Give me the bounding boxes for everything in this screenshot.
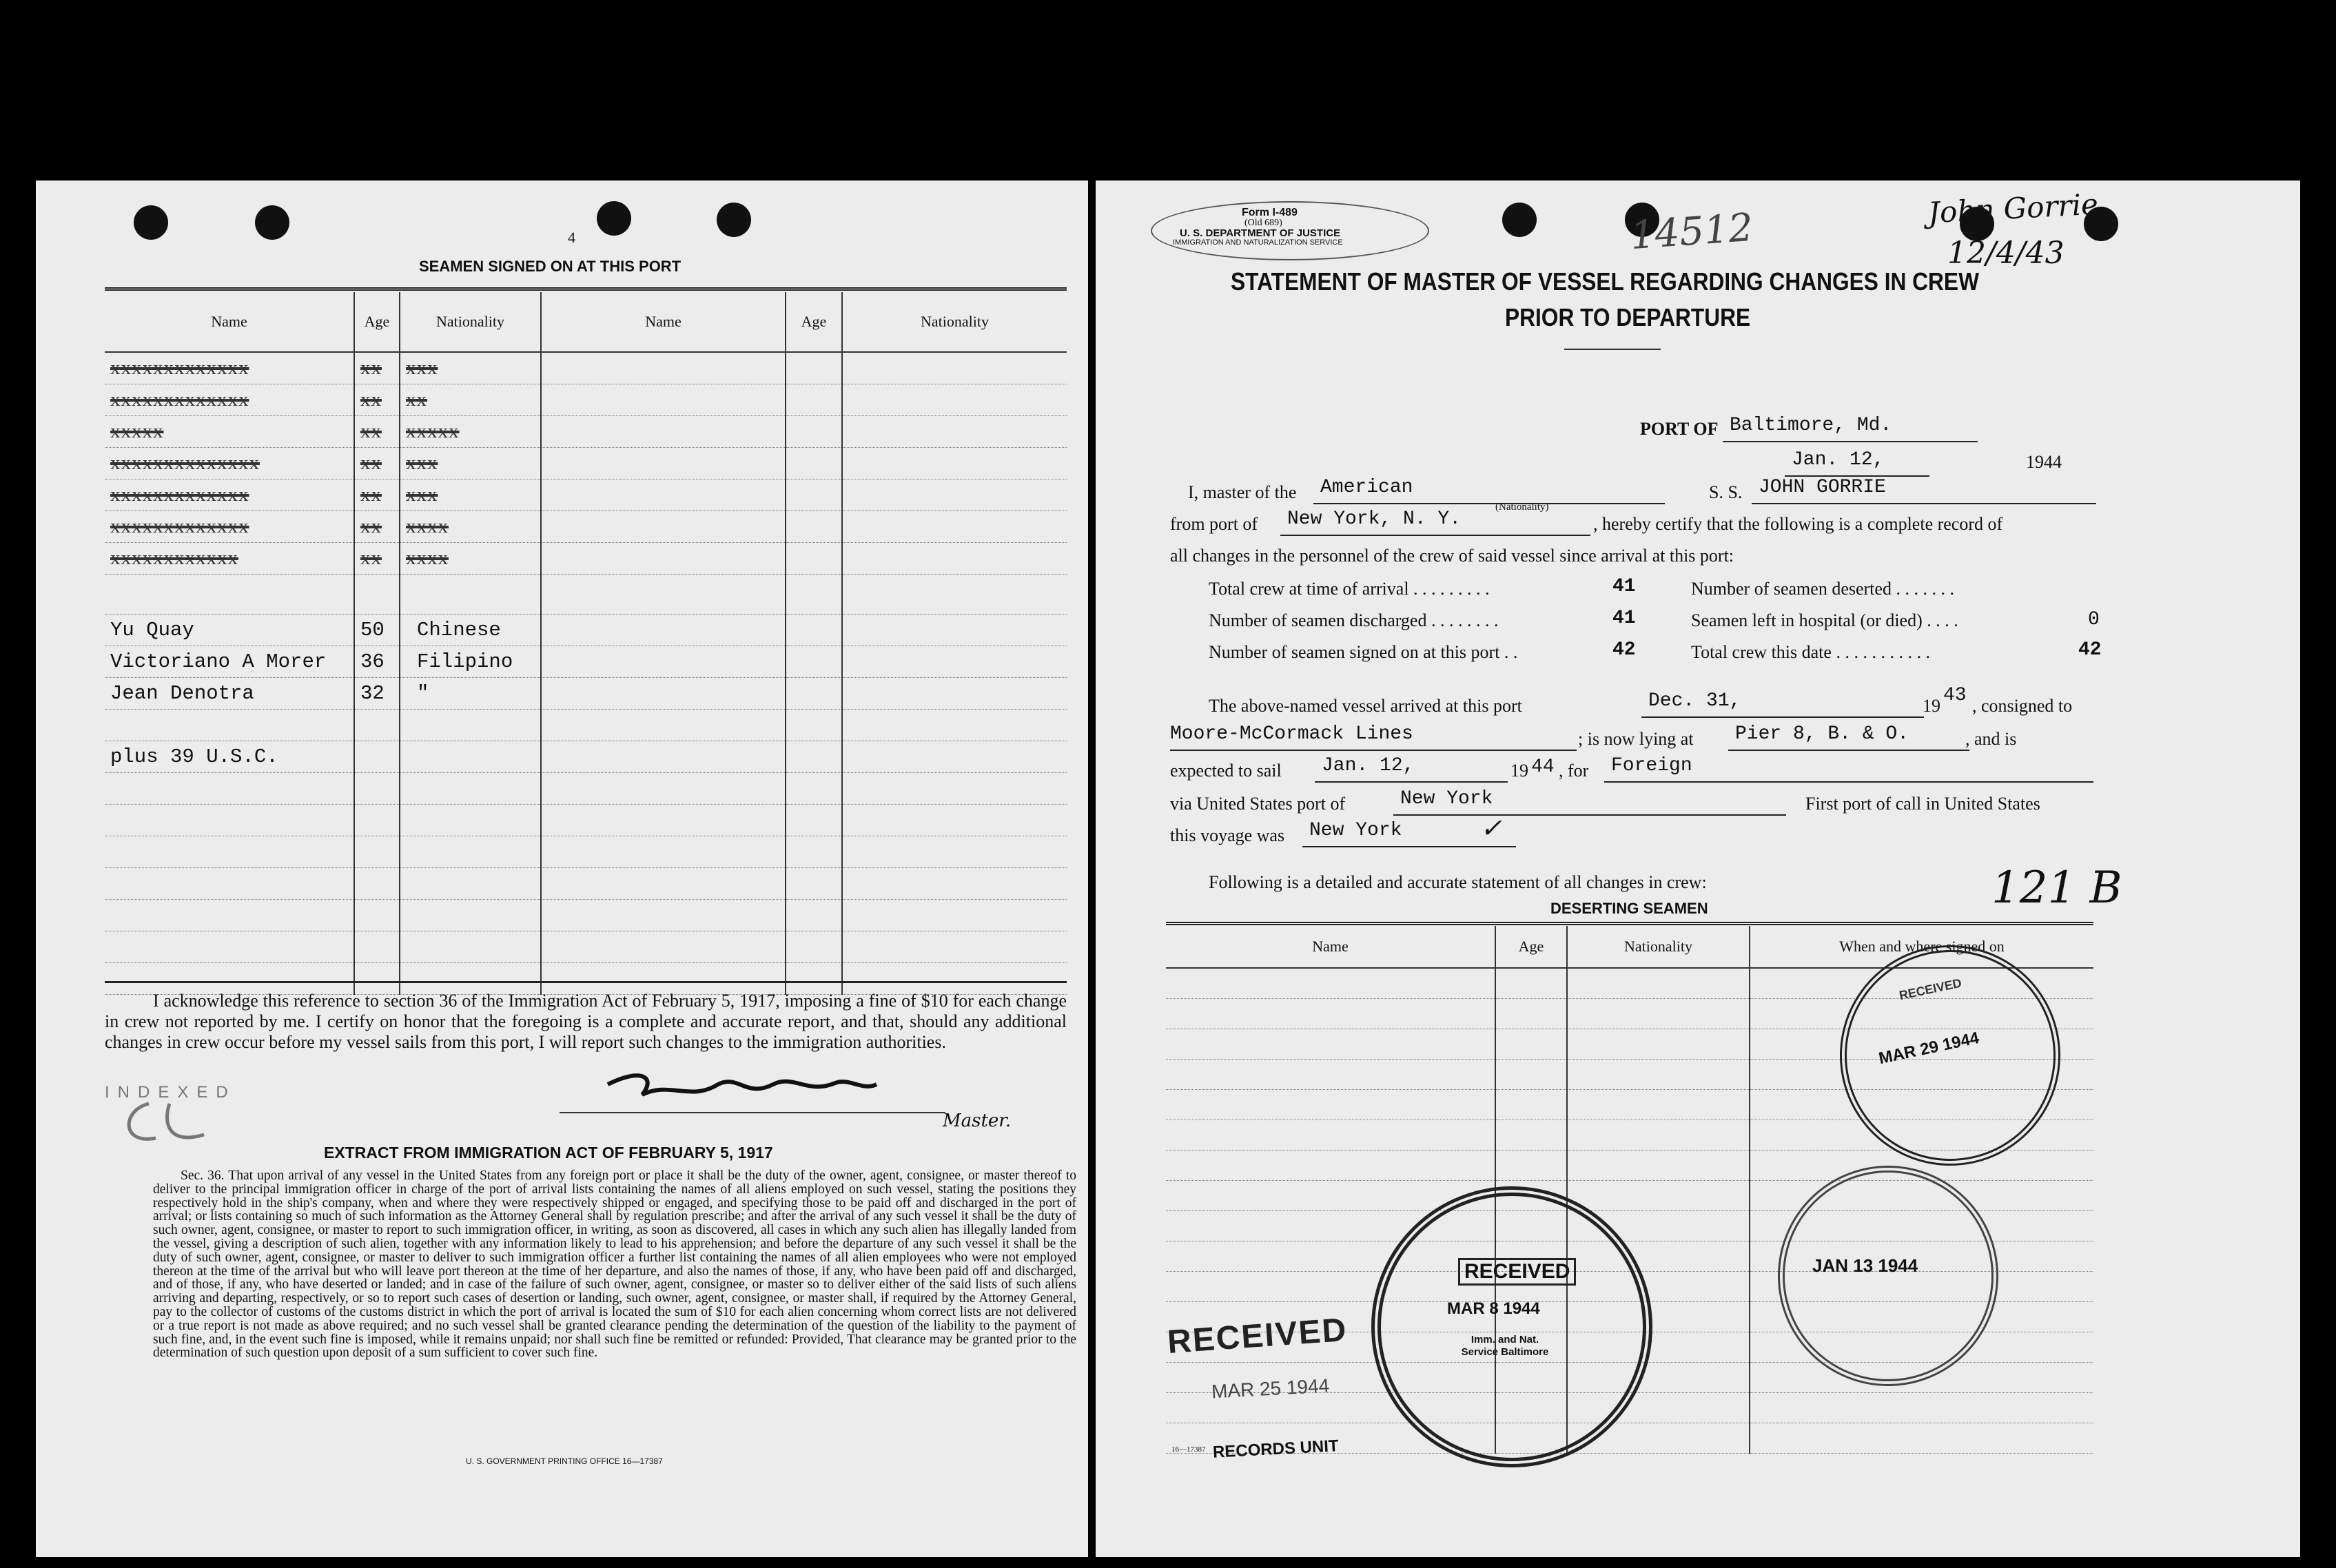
indexed-stamp: INDEXED [105, 1083, 236, 1102]
column-header-name: Name [541, 292, 786, 352]
crew-nationality-cell: xxx [400, 479, 541, 511]
table-row [105, 900, 1067, 931]
crew-age-cell: xx [354, 543, 400, 575]
consignee-value: Moore-McCormack Lines [1170, 723, 1577, 751]
check-mark: ✓ [1480, 813, 1502, 843]
table-bottom-rule [105, 981, 1067, 983]
printing-office: U. S. GOVERNMENT PRINTING OFFICE 16—17387 [466, 1456, 663, 1466]
first-port-label: First port of call in United States [1805, 794, 2040, 814]
column-header-name: Name [1166, 926, 1495, 968]
stamp-3-date: JAN 13 1944 [1812, 1255, 1918, 1276]
punch-hole [717, 203, 751, 237]
following-text: Following is a detailed and accurate statement of all changes in crew: [1209, 872, 1707, 892]
nationality-value: American [1313, 477, 1665, 504]
crew-nationality-cell [842, 448, 1067, 479]
punch-hole [1502, 203, 1537, 237]
table-row [105, 416, 1067, 448]
crew-nationality-cell [400, 710, 541, 741]
department-name: U. S. DEPARTMENT OF JUSTICE [1180, 227, 1341, 239]
crew-age-cell: 36 [354, 646, 400, 678]
crew-age-cell: 50 [354, 615, 400, 646]
crew-age-cell [786, 575, 842, 615]
crew-age-cell [786, 646, 842, 678]
deserter-nationality-cell [1567, 968, 1750, 999]
records-unit-stamp: RECORDS UNIT [1212, 1436, 1340, 1462]
discharged-value: 41 [1612, 608, 1636, 629]
crew-age-cell [786, 741, 842, 773]
crew-nationality-cell [400, 805, 541, 836]
crew-age-cell [786, 805, 842, 836]
received-big-stamp: RECEIVED [1166, 1311, 1349, 1361]
table-row [105, 615, 1067, 646]
crew-age-cell [786, 836, 842, 868]
crew-nationality-cell: xxxx [400, 543, 541, 575]
crew-nationality-cell [400, 963, 541, 995]
crew-age-cell [354, 836, 400, 868]
crew-nationality-cell [842, 773, 1067, 805]
crew-name-cell [541, 479, 786, 511]
crew-name-cell: Victoriano A Morer [105, 646, 354, 678]
deserting-title: DESERTING SEAMEN [1550, 900, 1708, 917]
ship-value: JOHN GORRIE [1752, 477, 2096, 504]
crew-name-cell [541, 615, 786, 646]
table-row [105, 543, 1067, 575]
crew-name-cell [541, 900, 786, 931]
form-old-number: (Old 689) [1244, 218, 1282, 228]
destination-value: Foreign [1604, 755, 2093, 783]
table-row [105, 678, 1067, 710]
deserter-age-cell [1495, 1120, 1567, 1151]
handwritten-date: 12/4/43 [1947, 236, 2065, 271]
pier-value: Pier 8, B. & O. [1728, 723, 1969, 751]
table-row [105, 448, 1067, 479]
crew-age-cell [354, 575, 400, 615]
deserter-nationality-cell [1567, 1120, 1750, 1151]
crew-nationality-cell [842, 900, 1067, 931]
crew-nationality-cell: xxx [400, 448, 541, 479]
deserter-nationality-cell [1567, 1029, 1750, 1060]
crew-nationality-cell: xxxx [400, 511, 541, 543]
crew-nationality-cell: xx [400, 384, 541, 416]
crew-age-cell [354, 710, 400, 741]
table-row [105, 836, 1067, 868]
crew-name-cell: xxxxxxxxxxxxx [105, 511, 354, 543]
lying-at-label: ; is now lying at [1578, 729, 1694, 749]
column-header-age: Age [786, 292, 842, 352]
crew-age-cell [786, 710, 842, 741]
column-header-nationality: Nationality [842, 292, 1067, 352]
handwritten-121b: 121 B [1991, 863, 2122, 914]
arrived-text: The above-named vessel arrived at this port [1209, 696, 1522, 716]
stamp-2-organization: Imm. and Nat. Service Baltimore [1461, 1334, 1549, 1358]
crew-name-cell [541, 384, 786, 416]
section-title: SEAMEN SIGNED ON AT THIS PORT [419, 258, 682, 275]
crew-name-cell: xxxxxxxxxxxxxx [105, 448, 354, 479]
table-row [105, 741, 1067, 773]
crew-nationality-cell: Chinese [400, 615, 541, 646]
crew-name-cell: plus 39 U.S.C. [105, 741, 354, 773]
crew-age-cell [786, 352, 842, 384]
table-row [105, 575, 1067, 615]
deserter-age-cell [1495, 1060, 1567, 1090]
crew-nationality-cell [842, 646, 1067, 678]
and-is-label: , and is [1965, 729, 2017, 749]
discharged-label: Number of seamen discharged . . . . . . . . [1209, 610, 1499, 630]
form-title-line2: PRIOR TO DEPARTURE [1505, 303, 1751, 331]
table-row [105, 352, 1067, 384]
crew-age-cell [786, 678, 842, 710]
crew-name-cell [541, 511, 786, 543]
master-signature-line [560, 1112, 945, 1113]
crew-age-cell: xx [354, 416, 400, 448]
crew-name-cell [541, 646, 786, 678]
crew-age-cell [786, 511, 842, 543]
deserter-nationality-cell [1567, 1090, 1750, 1120]
title-rule [1564, 349, 1661, 350]
extract-title: EXTRACT FROM IMMIGRATION ACT OF FEBRUARY 5, 1917 [324, 1144, 773, 1162]
crew-nationality-cell [842, 615, 1067, 646]
received-stamp-2 [1371, 1186, 1652, 1467]
page-number: 4 [568, 229, 575, 246]
deserter-age-cell [1495, 1151, 1567, 1181]
deserting-top-rule [1166, 922, 2093, 925]
via-port-value: New York [1393, 788, 1786, 816]
crew-name-cell [541, 963, 786, 995]
from-port-label: from port of [1170, 514, 1258, 534]
deserter-name-cell [1166, 1090, 1495, 1120]
crew-age-cell [786, 931, 842, 963]
crew-name-cell [105, 836, 354, 868]
crew-nationality-cell [400, 575, 541, 615]
column-header-nationality: Nationality [400, 292, 541, 352]
deserter-name-cell [1166, 1060, 1495, 1090]
table-row [105, 931, 1067, 963]
table-row [105, 963, 1067, 995]
crew-age-cell [354, 868, 400, 900]
crew-nationality-cell [842, 710, 1067, 741]
deserter-age-cell [1495, 968, 1567, 999]
crew-age-cell [786, 448, 842, 479]
crew-name-cell: xxxxxxxxxxxx [105, 543, 354, 575]
crew-age-cell [786, 479, 842, 511]
form-footer-number: 16—17387 [1171, 1445, 1206, 1454]
voyage-port-value: New York [1302, 820, 1516, 847]
column-header-nationality: Nationality [1567, 926, 1750, 968]
initials-mark [107, 1097, 259, 1152]
crew-name-cell [541, 931, 786, 963]
crew-age-cell: xx [354, 384, 400, 416]
crew-age-cell [354, 773, 400, 805]
crew-nationality-cell [842, 805, 1067, 836]
expected-sail-label: expected to sail [1170, 761, 1282, 781]
handwritten-file-number: 14512 [1628, 205, 1755, 259]
column-header-age: Age [1495, 926, 1567, 968]
crew-age-cell: 32 [354, 678, 400, 710]
crew-nationality-cell: xxxxx [400, 416, 541, 448]
crew-name-cell: xxxxxxxxxxxxx [105, 479, 354, 511]
deserter-name-cell [1166, 999, 1495, 1029]
port-label: PORT OF [1640, 419, 1719, 439]
deserter-age-cell [1495, 999, 1567, 1029]
total-arrival-label: Total crew at time of arrival . . . . . . . . . [1209, 579, 1490, 599]
crew-nationality-cell: " [400, 678, 541, 710]
crew-name-cell [105, 868, 354, 900]
crew-name-cell [541, 543, 786, 575]
crew-age-cell: xx [354, 352, 400, 384]
crew-nationality-cell [400, 741, 541, 773]
arrival-date: Dec. 31, [1641, 690, 1924, 718]
crew-name-cell [541, 773, 786, 805]
crew-name-cell: xxxxxxxxxxxxx [105, 352, 354, 384]
from-port-value: New York, N. Y. [1280, 508, 1590, 536]
crew-nationality-cell [400, 931, 541, 963]
column-header-name: Name [105, 292, 354, 352]
table-row [105, 868, 1067, 900]
handwritten-ship-name: John Gorrie [1927, 187, 2099, 230]
crew-nationality-cell [842, 575, 1067, 615]
crew-age-cell: xx [354, 511, 400, 543]
table-row [105, 646, 1067, 678]
table-row [105, 805, 1067, 836]
form-title-line1: STATEMENT OF MASTER OF VESSEL REGARDING CHANGES IN CREW [1231, 267, 1979, 296]
acknowledgement-text: I acknowledge this reference to section 36 of the Immigration Act of February 5, 1917, imposing a fine of $10 for each change in crew not reported by me. I certify on honor that the foregoing is a complete and accurate report, and that, should any additional changes in crew occur before my vessel sails from this port, I will report such changes to the immigration authorities. [105, 991, 1067, 1052]
nationality-caption: (Nationality) [1495, 502, 1549, 513]
crew-name-cell [105, 805, 354, 836]
crew-name-cell [105, 931, 354, 963]
crew-age-cell [786, 868, 842, 900]
deserter-name-cell [1166, 1029, 1495, 1060]
column-header-signed-on: When and where signed on [1750, 926, 2093, 968]
crew-age-cell [354, 900, 400, 931]
crew-nationality-cell [842, 479, 1067, 511]
left-page [36, 180, 1088, 1557]
table-top-rule [105, 287, 1067, 291]
crew-nationality-cell [842, 511, 1067, 543]
service-name: IMMIGRATION AND NATURALIZATION SERVICE [1173, 238, 1343, 247]
crew-age-cell [786, 543, 842, 575]
stamp-1-date: MAR 29 1944 [1876, 1029, 1981, 1069]
crew-nationality-cell [400, 836, 541, 868]
crew-age-cell [354, 741, 400, 773]
voyage-label: this voyage was [1170, 825, 1285, 845]
crew-name-cell: Yu Quay [105, 615, 354, 646]
crew-nationality-cell [842, 384, 1067, 416]
signed-on-label: Number of seamen signed on at this port . . [1209, 642, 1518, 662]
crew-name-cell [541, 575, 786, 615]
crew-nationality-cell [400, 868, 541, 900]
crew-nationality-cell [400, 900, 541, 931]
crew-nationality-cell [400, 773, 541, 805]
crew-nationality-cell: Filipino [400, 646, 541, 678]
crew-nationality-cell [842, 741, 1067, 773]
crew-name-cell [105, 963, 354, 995]
certify-text: , hereby certify that the following is a complete record of [1593, 514, 2003, 534]
crew-age-cell [786, 963, 842, 995]
port-value: Baltimore, Md. [1723, 415, 1978, 442]
date-month-day: Jan. 12, [1785, 449, 1929, 477]
crew-nationality-cell [842, 543, 1067, 575]
punch-hole [597, 201, 631, 236]
crew-nationality-cell [842, 931, 1067, 963]
crew-nationality-cell [842, 963, 1067, 995]
crew-name-cell: Jean Denotra [105, 678, 354, 710]
right-page [1096, 180, 2300, 1557]
stamp-2-label: RECEIVED [1458, 1258, 1576, 1286]
deserter-name-cell [1166, 968, 1495, 999]
total-date-value: 42 [2078, 639, 2102, 661]
received-big-date: MAR 25 1944 [1211, 1374, 1330, 1403]
crew-nationality-cell: xxx [400, 352, 541, 384]
crew-name-cell [541, 678, 786, 710]
crew-name-cell [105, 710, 354, 741]
deserter-nationality-cell [1567, 1151, 1750, 1181]
table-row [105, 773, 1067, 805]
arrival-year-prefix: 19 [1923, 696, 1940, 716]
crew-nationality-cell [842, 416, 1067, 448]
crew-name-cell [105, 773, 354, 805]
ss-label: S. S. [1709, 482, 1743, 502]
deserter-signed-on-cell [1750, 1423, 2093, 1454]
deserter-age-cell [1495, 1029, 1567, 1060]
punch-hole [255, 205, 289, 240]
deserter-age-cell [1495, 1090, 1567, 1120]
total-arrival-value: 41 [1612, 576, 1636, 597]
crew-name-cell [541, 741, 786, 773]
crew-age-cell [786, 384, 842, 416]
crew-name-cell [541, 710, 786, 741]
column-header-age: Age [354, 292, 400, 352]
deserter-signed-on-cell [1750, 1393, 2093, 1423]
crew-name-cell [105, 900, 354, 931]
crew-name-cell [541, 868, 786, 900]
sail-year-prefix: 19 [1510, 761, 1528, 781]
crew-nationality-cell [842, 868, 1067, 900]
master-label: Master. [943, 1111, 1012, 1131]
extract-text: Sec. 36. That upon arrival of any vessel in the United States from any foreign port or place it shall be the duty of the owner, agent, consignee, or master thereof to deliver to the principal immigration officer in charge of the port of arrival lists containing the names of all aliens employed on such vessel, stating the positions they respectively hold in the ship's company, when and where they were respectively shipped or engaged, and specifying those to be paid off and discharged in the port of arrival; or lists containing so much of such information as the Attorney General shall by regulation prescribe; and after the arrival of any such vessel it shall be the duty of such owner, agent, consignee, or master to report to such immigration officer, in writing, as soon as discovered, all cases in which any such alien has illegally landed from the vessel, giving a description of such alien, together with any information likely to lead to his apprehension; and before the departure of any such vessel it shall be the duty of such owner, agent, consignee, or master to deliver to such immigration officer a further list containing the names of all alien employees who were not employed thereon at the time of the arrival but who will leave port thereon at the time of her departure, and also the names of those, if any, who have been paid off and discharged, and of those, if any, who have deserted or landed; and in case of the failure of such owner, agent, consignee, or master so to deliver either of the said lists of such aliens arriving and departing, respectively, or so to report such cases of desertion or landing, such owner, agent, consignee, or master shall, if required by the Attorney General, pay to the collector of customs of the customs district in which the port of arrival is located the sum of $10 for each alien concerning whom correct lists are not delivered or a true report is not made as above required; and no such vessel shall be granted clearance pending the determination of the question of the liability to the payment of such fine, and, in the event such fine is imposed, while it remains unpaid; nor shall such fine be remitted or refunded: Provided, That clearance may be granted prior to the determination of such question upon deposit of a sum sufficient to cover such fine. [153, 1168, 1076, 1361]
deserter-name-cell [1166, 1151, 1495, 1181]
deserter-name-cell [1166, 1120, 1495, 1151]
sail-year: 44 [1531, 756, 1555, 778]
crew-age-cell [354, 963, 400, 995]
punch-hole [134, 205, 168, 240]
table-row [105, 511, 1067, 543]
deserter-nationality-cell [1567, 1060, 1750, 1090]
crew-nationality-cell [842, 352, 1067, 384]
crew-name-cell: xxxxx [105, 416, 354, 448]
master-signature [601, 1064, 890, 1112]
table-row [105, 479, 1067, 511]
form-number: Form I-489 [1242, 207, 1298, 218]
seamen-signed-on-table [105, 292, 1067, 995]
crew-name-cell [541, 416, 786, 448]
total-date-label: Total crew this date . . . . . . . . . . . [1691, 642, 1930, 662]
deserter-nationality-cell [1567, 999, 1750, 1029]
hospital-value: 0 [2088, 609, 2100, 630]
hospital-label: Seamen left in hospital (or died) . . . . [1691, 610, 1958, 630]
signed-on-value: 42 [1612, 639, 1636, 661]
via-label: via United States port of [1170, 794, 1346, 814]
crew-age-cell: xx [354, 448, 400, 479]
date-year: 1944 [2026, 452, 2062, 472]
table-header-row [105, 292, 1067, 352]
stamp-1-label: RECEIVED [1898, 976, 1963, 1003]
crew-name-cell [541, 805, 786, 836]
crew-name-cell: xxxxxxxxxxxxx [105, 384, 354, 416]
master-of-label: I, master of the [1188, 482, 1297, 502]
crew-age-cell [354, 931, 400, 963]
table-row [105, 384, 1067, 416]
consigned-to-label: , consigned to [1972, 696, 2073, 716]
crew-age-cell: xx [354, 479, 400, 511]
sail-date: Jan. 12, [1315, 755, 1508, 783]
table-row [105, 710, 1067, 741]
crew-age-cell [786, 900, 842, 931]
crew-name-cell [541, 836, 786, 868]
crew-age-cell [786, 416, 842, 448]
all-changes-text: all changes in the personnel of the crew of said vessel since arrival at this port: [1170, 546, 1734, 566]
crew-nationality-cell [842, 678, 1067, 710]
for-label: , for [1559, 761, 1589, 781]
crew-name-cell [541, 448, 786, 479]
crew-age-cell [354, 805, 400, 836]
stamp-2-date: MAR 8 1944 [1447, 1299, 1540, 1318]
crew-nationality-cell [842, 836, 1067, 868]
crew-age-cell [786, 615, 842, 646]
received-stamp-3 [1778, 1166, 1998, 1386]
crew-name-cell [105, 575, 354, 615]
deserted-label: Number of seamen deserted . . . . . . . [1691, 579, 1954, 599]
crew-age-cell [786, 773, 842, 805]
crew-name-cell [541, 352, 786, 384]
arrival-year: 43 [1943, 685, 1967, 706]
deserter-nationality-cell [1567, 1181, 1750, 1211]
